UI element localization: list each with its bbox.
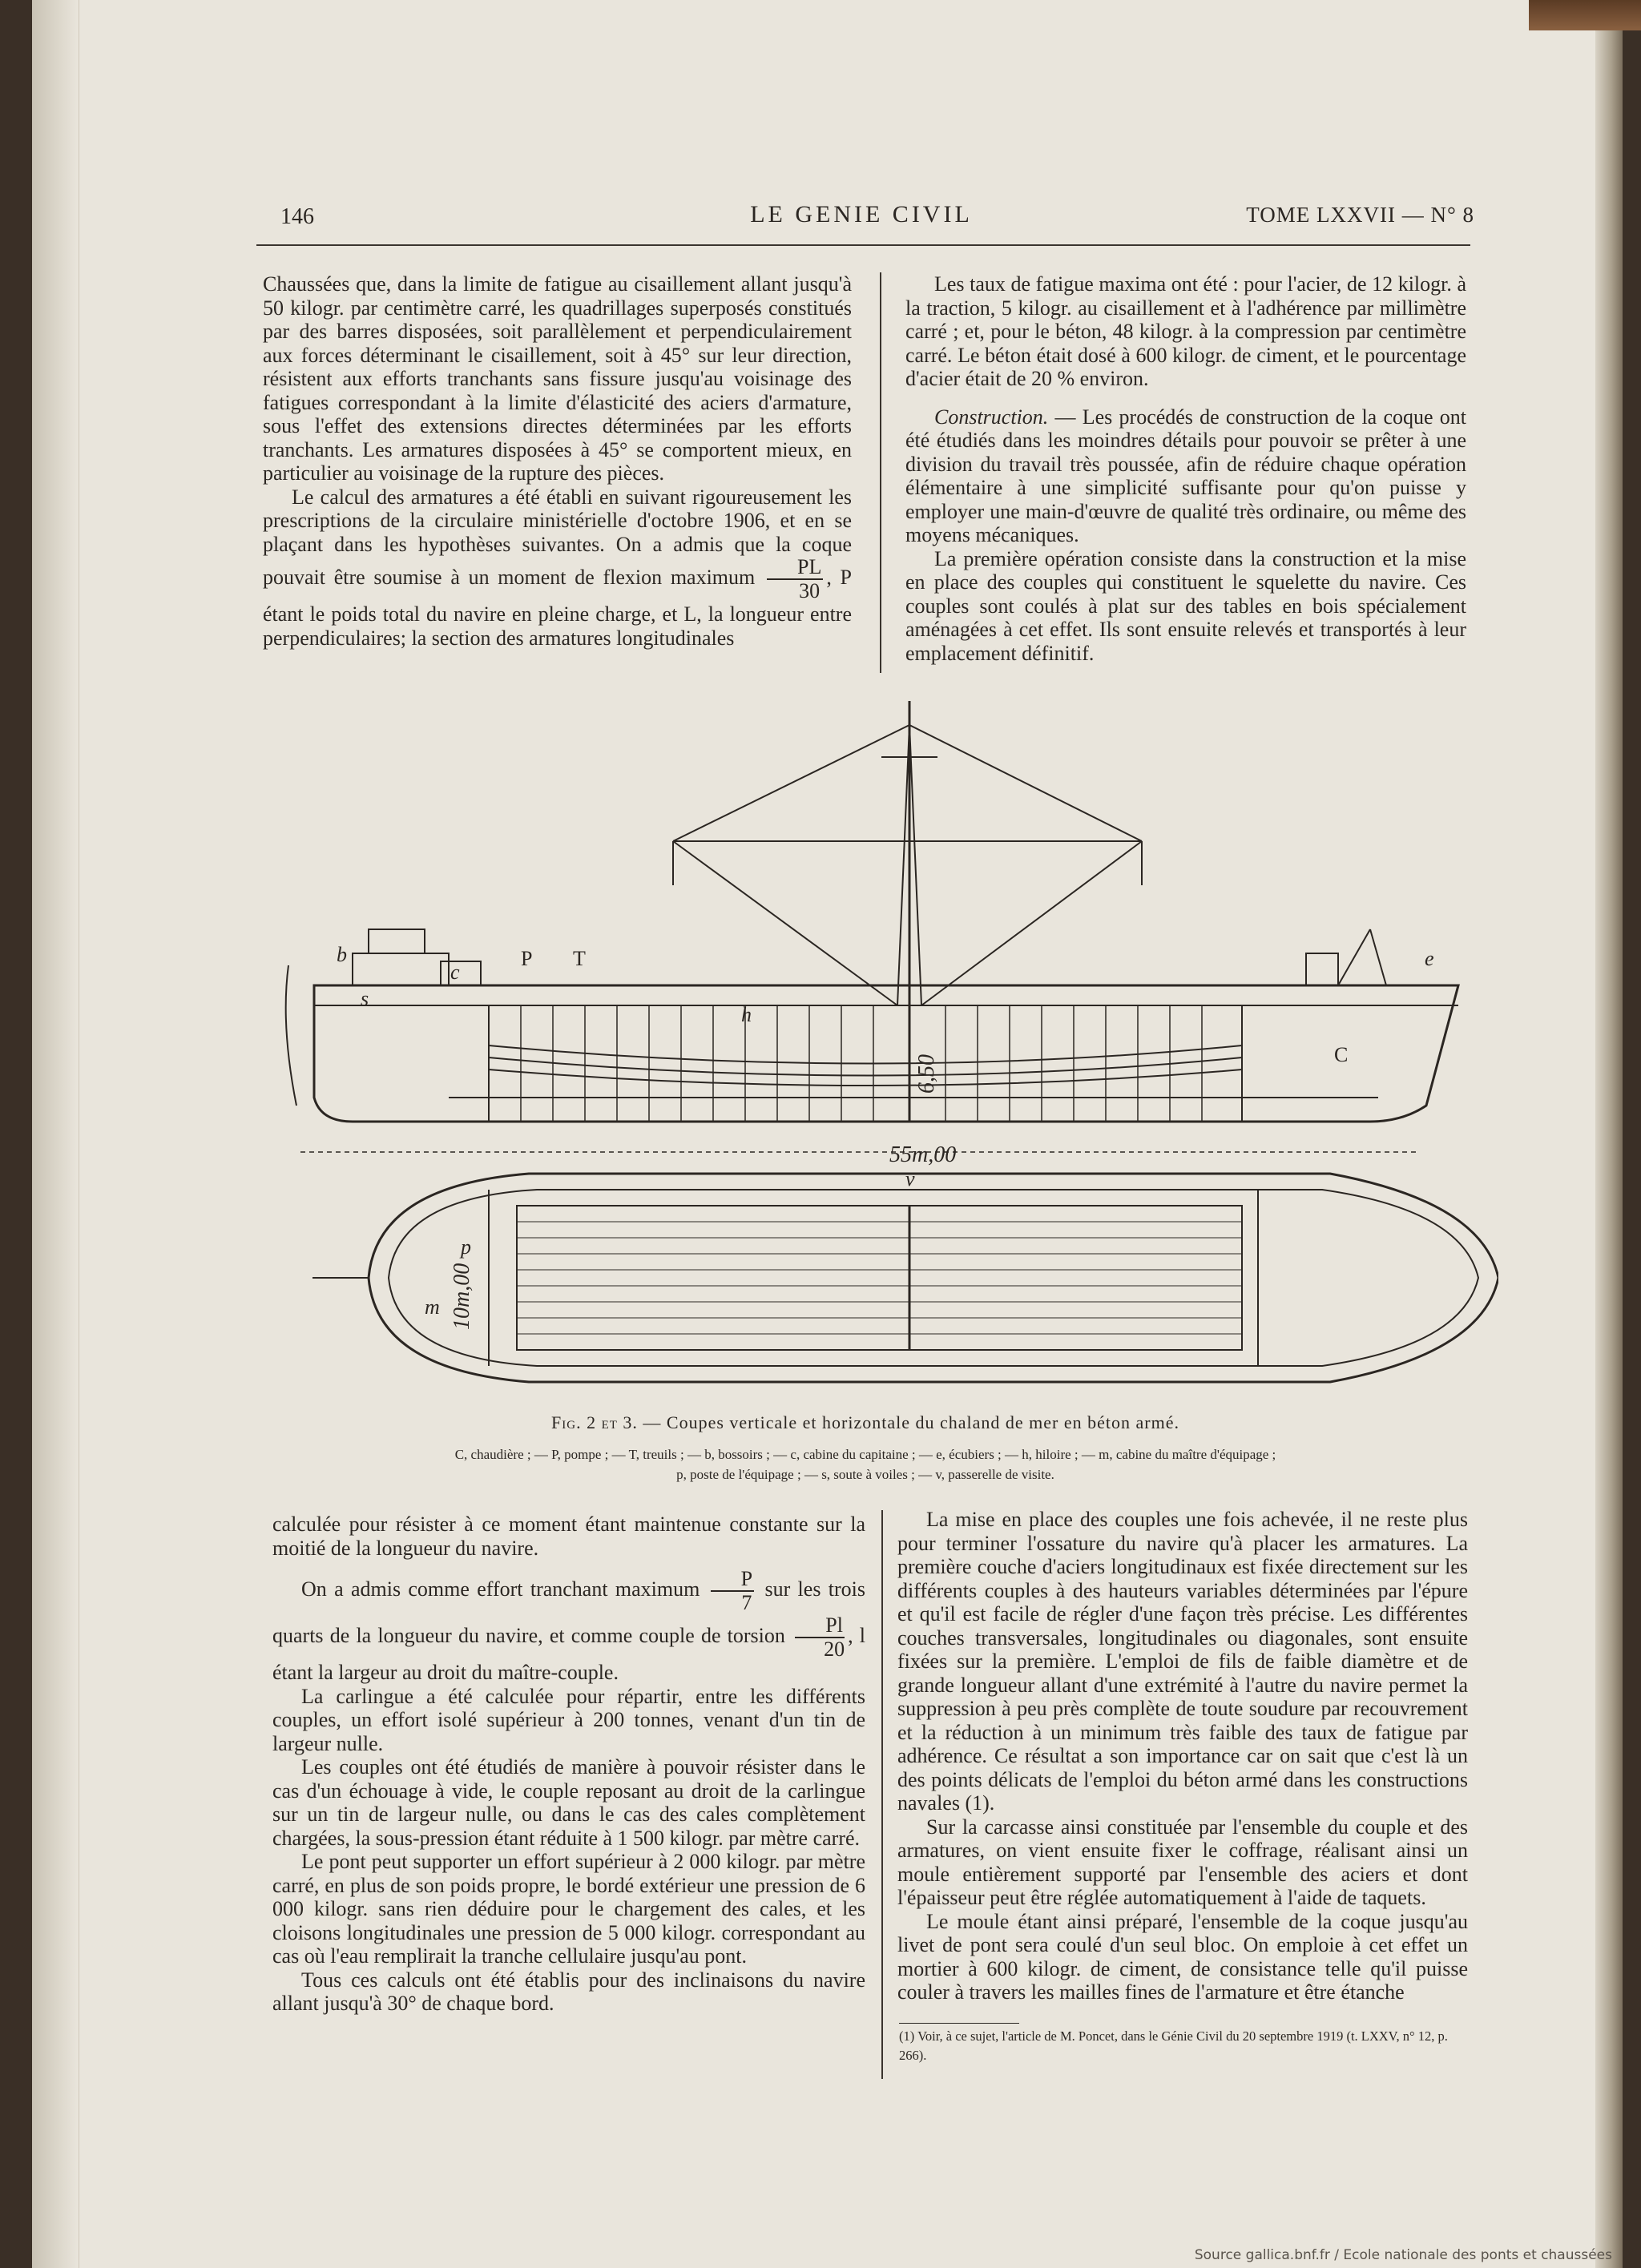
column-left-top: [263, 272, 852, 650]
label-p: p: [461, 1235, 471, 1259]
dimension-length-label: 55m,00: [889, 1142, 957, 1167]
paragraph: Le moule étant ainsi préparé, l'ensemble de la coque jusqu'au livet de pont sera coulé d'un seul bloc. On emploie à cet effet un mortier à 600 kilogr. de ciment, de consistance telle qu'il puisse couler à travers les mailles fines de l'armature et être étanche: [897, 1909, 1468, 2004]
paragraph: Les couples ont été étudiés de manière à pouvoir résister dans le cas d'un échouage à vide, le couple reposant au droit de la carlingue sur un tin de largeur nulle, ou dans le cas des cales complètement chargées, la sous-pression étant réduite à 1 500 kilogr. par mètre carré.: [272, 1755, 865, 1850]
label-v: v: [905, 1167, 915, 1190]
label-b: b: [337, 943, 347, 966]
mast-derrick: [673, 701, 1142, 1021]
label-C: C: [1334, 1043, 1349, 1066]
binding-gutter: [32, 0, 79, 2268]
dimension-height-label: 6,50: [914, 1054, 939, 1094]
column-left-bottom: [272, 1513, 865, 2016]
column-divider: [880, 272, 881, 673]
fraction-PL-30: $\frac{PL}{30}$: [767, 556, 823, 602]
column-right-bottom: [897, 1508, 1468, 2004]
paragraph: Chaussées que, dans la limite de fatigue au cisaillement allant jusqu'à 50 kilogr. par centimètre carré, les quadrillages superposés constitués par des barres disposées, soit parallèlement et perpendiculairement aux forces déterminant le cisaillement, soit à 45° sur leur direction, résistent aux efforts tranchants sans fissure jusqu'au voisinage des fatigues correspondant à la limite d'élasticité des aciers d'armature, sous l'effet des extensions directes déterminées par les efforts tranchants. Les armatures disposées à 45° se comportent mieux, en particulier au voisinage de la rupture des pièces.: [263, 272, 852, 485]
ship-drawing: [264, 689, 1498, 1418]
hull-plan: [312, 1174, 1498, 1382]
fraction-P-7: $\frac{P}{7}$: [711, 1568, 754, 1614]
journal-title: LE GENIE CIVIL: [750, 201, 973, 228]
page-edge: [1595, 0, 1623, 2268]
paragraph: On a admis comme effort tranchant maximum $\frac{P}{7}$ sur les trois quarts de la longueur du navire, et comme couple de torsion $\frac{Pl}{20}$ , l étant la largeur au droit du maître-couple.: [272, 1567, 866, 1684]
paragraph: Sur la carcasse ainsi constituée par l'ensemble du couple et des armatures, on vient ensuite fixer le coffrage, réalisant ainsi un moule entièrement supporté par l'ensemble des aciers et dont l'épaisseur peut être réglée automatiquement à l'aide de taquets.: [897, 1815, 1468, 1909]
column-right-top: [905, 272, 1466, 665]
paragraph: Tous ces calculs ont été établis pour des inclinaisons du navire allant jusqu'à 30° de chaque bord.: [272, 1968, 865, 2015]
paragraph: La mise en place des couples une fois achevée, il ne reste plus pour terminer l'ossature du navire qu'à placer les armatures. La première couche d'aciers longitudinaux est fixée directement sur les différents couples à des hauteurs variables déterminées par l'épure et qu'il est facile de régler d'une façon très précise. Les différentes couches transversales, longitudinales ou diagonales, sont ensuite fixées sur la première. L'emploi de fils de faible diamètre et de grande longueur allant d'une extrémité à l'autre du navire permet la suppression à peu près complète de toute soudure par recouvrement et la réduction à un minimum très faible des taux de fatigue par adhérence. Ce résultat a son importance car on sait que c'est là un des points délicats de l'emploi du béton armé dans les constructions navales (1).: [897, 1508, 1468, 1815]
label-T: T: [573, 947, 586, 970]
paragraph: Le pont peut supporter un effort supérieur à 2 000 kilogr. par mètre carré, en plus de son poids propre, le bordé extérieur une pression de 6 000 kilogr. sans rien déduire pour le chargement des cales, et les cloisons longitudinales une pression de 5 000 kilogr. correspondant au cas où l'eau remplirait la tranche cellulaire jusqu'au pont.: [272, 1850, 865, 1968]
fraction-Pl-20: $\frac{Pl}{20}$: [795, 1614, 845, 1661]
page-number: 146: [280, 204, 314, 229]
label-m: m: [425, 1295, 440, 1319]
book-cover-corner: [1529, 0, 1641, 30]
label-P: P: [521, 947, 533, 970]
running-header: [248, 196, 1474, 236]
footnote-rule: [899, 2023, 1019, 2024]
header-rule: [256, 244, 1470, 246]
label-s: s: [361, 987, 369, 1010]
source-credit: Source gallica.bnf.fr / Ecole nationale des ponts et chaussées: [1194, 2247, 1612, 2263]
label-c: c: [450, 961, 460, 984]
column-divider: [881, 1510, 883, 2079]
paragraph: La carlingue a été calculée pour répartir, entre les différents couples, un effort isolé supérieur à 200 tonnes, venant d'un tin de largeur nulle.: [272, 1684, 865, 1755]
section-label: Construction.: [934, 405, 1049, 429]
figure-legend: C, chaudière ; — P, pompe ; — T, treuils ; — b, bossoirs ; — c, cabine du capitaine ; — e, écubiers ; — h, hiloire ; — m, cabine du maître d'équipage ; p, poste de l'équipage ; — s, soute à voiles ; — v, passerelle de visite.: [454, 1447, 1276, 1482]
paragraph: Le calcul des armatures a été établi en suivant rigoureusement les prescriptions de la circulaire ministérielle d'octobre 1906, et en se plaçant dans les hypothèses suivantes. On a admis que la coque pouvait être soumise à un moment de flexion maximum $\frac{PL}{30}$ , P étant le poids total du navire en pleine charge, et L, la longueur entre perpendiculaires; la section des armatures longitudinales: [263, 485, 853, 650]
paragraph: calculée pour résister à ce moment étant maintenue constante sur la moitié de la longueur du navire.: [272, 1513, 865, 1560]
label-h: h: [741, 1003, 752, 1026]
label-e: e: [1425, 947, 1434, 970]
footnote: (1) Voir, à ce sujet, l'article de M. Poncet, dans le Génie Civil du 20 septembre 1919 (t. LXXV, n° 12, p. 266).: [899, 2028, 1448, 2063]
paragraph: La première opération consiste dans la construction et la mise en place des couples qui constituent le squelette du navire. Ces couples sont coulés à plat sur des tables en bois spécialement aménagées à cet effet. Ils sont ensuite relevés et transportés à leur emplacement définitif.: [905, 546, 1466, 665]
tome-number: TOME LXXVII — N° 8: [1246, 203, 1474, 227]
figure-caption: Fig. 2 et 3. — Coupes verticale et horizontale du chaland de mer en béton armé.: [551, 1412, 1179, 1432]
paragraph: Les taux de fatigue maxima ont été : pour l'acier, de 12 kilogr. à la traction, 5 kilogr. au cisaillement et à l'adhérence par millimètre carré ; et, pour le béton, 48 kilogr. à la compression par centimètre carré. Le béton était dosé à 600 kilogr. de ciment, et le pourcentage d'acier était de 20 % environ.: [905, 272, 1466, 390]
paragraph: Construction. — Les procédés de construction de la coque ont été étudiés dans les moindres détails pour pouvoir se prêter à une division du travail très poussée, afin de réduire chaque opération élémentaire à une simplicité suffisante pour qu'on puisse y employer une main-d'œuvre de qualité très ordinaire, ou même des moyens mécaniques.: [905, 405, 1466, 546]
dimension-width-label: 10m,00: [450, 1263, 474, 1330]
hull-profile: [286, 929, 1458, 1122]
